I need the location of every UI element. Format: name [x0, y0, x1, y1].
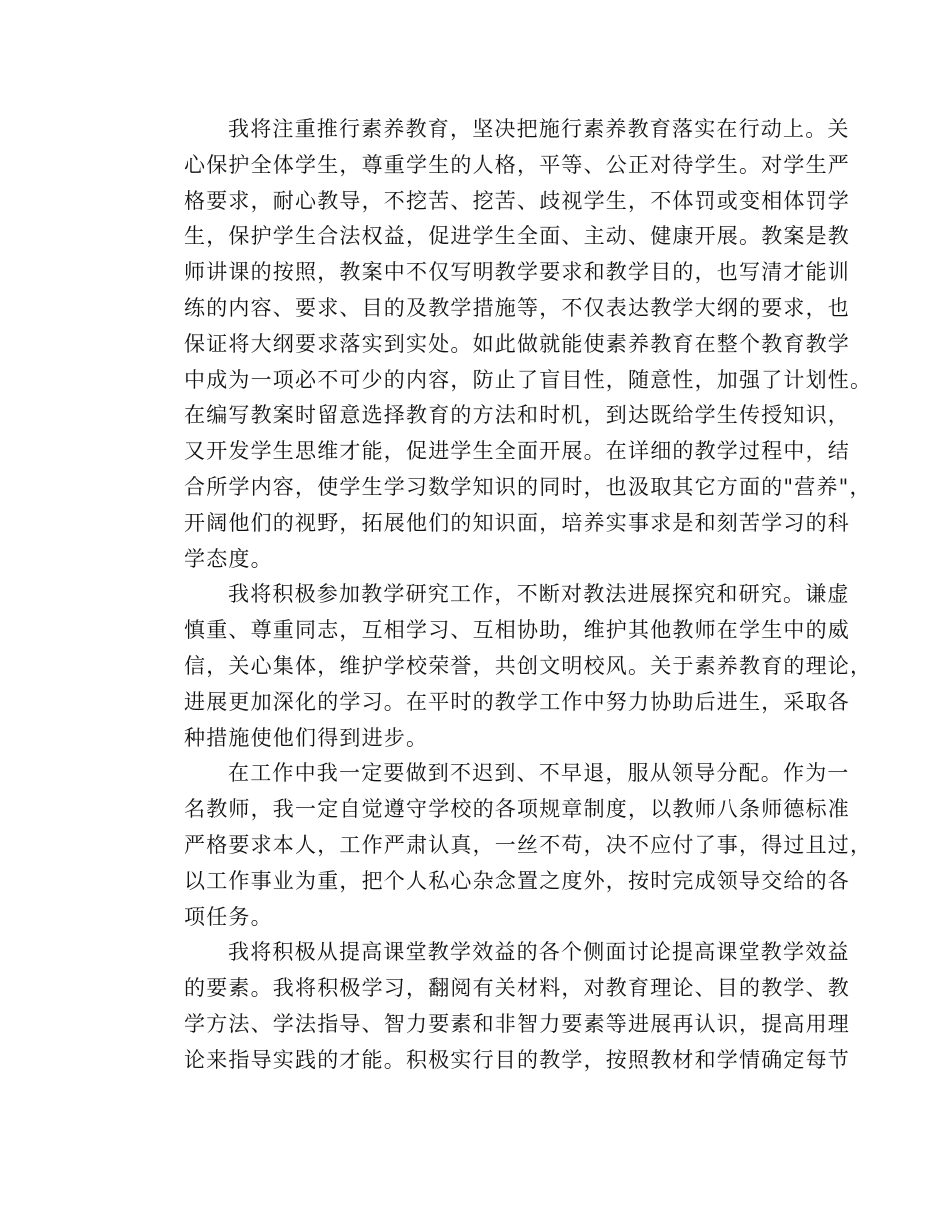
text-line: 心保护全体学生，尊重学生的人格，平等、公正对待学生。对学生严 — [184, 152, 850, 177]
text-line: 信，关心集体，维护学校荣誉，共创文明校风。关于素养教育的理论， — [184, 653, 873, 678]
paragraph-4 — [140, 935, 850, 1078]
text-line: 师讲课的按照，教案中不仅写明教学要求和教学目的，也写清才能训 — [184, 260, 850, 285]
text-line: 我将注重推行素养教育，坚决把施行素养教育落实在行动上。关 — [228, 117, 850, 141]
text-line: 合所学内容，使学生学习数学知识的同时，也汲取其它方面的"营养"， — [184, 474, 872, 499]
text-line: 进展更加深化的学习。在平时的教学工作中努力协助后进生，采取各 — [184, 689, 850, 714]
text-line: 生，保护学生合法权益，促进学生全面、主动、健康开展。教案是教 — [184, 224, 850, 249]
text-line: 学方法、学法指导、智力要素和非智力要素等进展再认识，提高用理 — [184, 1011, 850, 1036]
text-line: 学态度。 — [184, 546, 273, 571]
text-line: 在工作中我一定要做到不迟到、不早退，服从领导分配。作为一 — [228, 761, 850, 786]
text-line: 中成为一项必不可少的内容，防止了盲目性，随意性，加强了计划性。 — [184, 367, 873, 392]
text-line: 名教师，我一定自觉遵守学校的各项规章制度，以教师八条师德标准 — [184, 797, 850, 822]
paragraph-3 — [140, 756, 873, 935]
text-line: 项任务。 — [184, 904, 273, 929]
text-line: 开阔他们的视野，拓展他们的知识面，培养实事求是和刻苦学习的科 — [184, 510, 850, 535]
text-line: 严格要求本人，工作严肃认真，一丝不苟，决不应付了事，得过且过， — [184, 832, 873, 857]
document-body — [140, 112, 873, 1079]
text-line: 种措施使他们得到进步。 — [184, 725, 429, 750]
paragraph-2 — [140, 577, 873, 756]
text-line: 论来指导实践的才能。积极实行目的教学，按照教材和学情确定每节 — [184, 1047, 850, 1072]
text-line: 在编写教案时留意选择教育的方法和时机，到达既给学生传授知识， — [184, 403, 850, 428]
paragraph-1 — [140, 112, 873, 577]
text-line: 以工作事业为重，把个人私心杂念置之度外，按时完成领导交给的各 — [184, 868, 850, 893]
text-line: 又开发学生思维才能，促进学生全面开展。在详细的教学过程中，结 — [184, 439, 850, 464]
text-line: 保证将大纲要求落实到实处。如此做就能使素养教育在整个教育教学 — [184, 331, 850, 356]
text-line: 我将积极从提高课堂教学效益的各个侧面讨论提高课堂教学效益 — [228, 940, 850, 965]
text-line: 格要求，耐心教导，不挖苦、挖苦、歧视学生，不体罚或变相体罚学 — [184, 188, 850, 213]
text-line: 的要素。我将积极学习，翻阅有关材料，对教育理论、目的教学、教 — [184, 976, 850, 1001]
text-line: 练的内容、要求、目的及教学措施等，不仅表达教学大纲的要求，也 — [184, 295, 850, 320]
text-line: 慎重、尊重同志，互相学习、互相协助，维护其他教师在学生中的威 — [184, 618, 850, 643]
text-line: 我将积极参加教学研究工作，不断对教法进展探究和研究。谦虚 — [228, 582, 850, 607]
